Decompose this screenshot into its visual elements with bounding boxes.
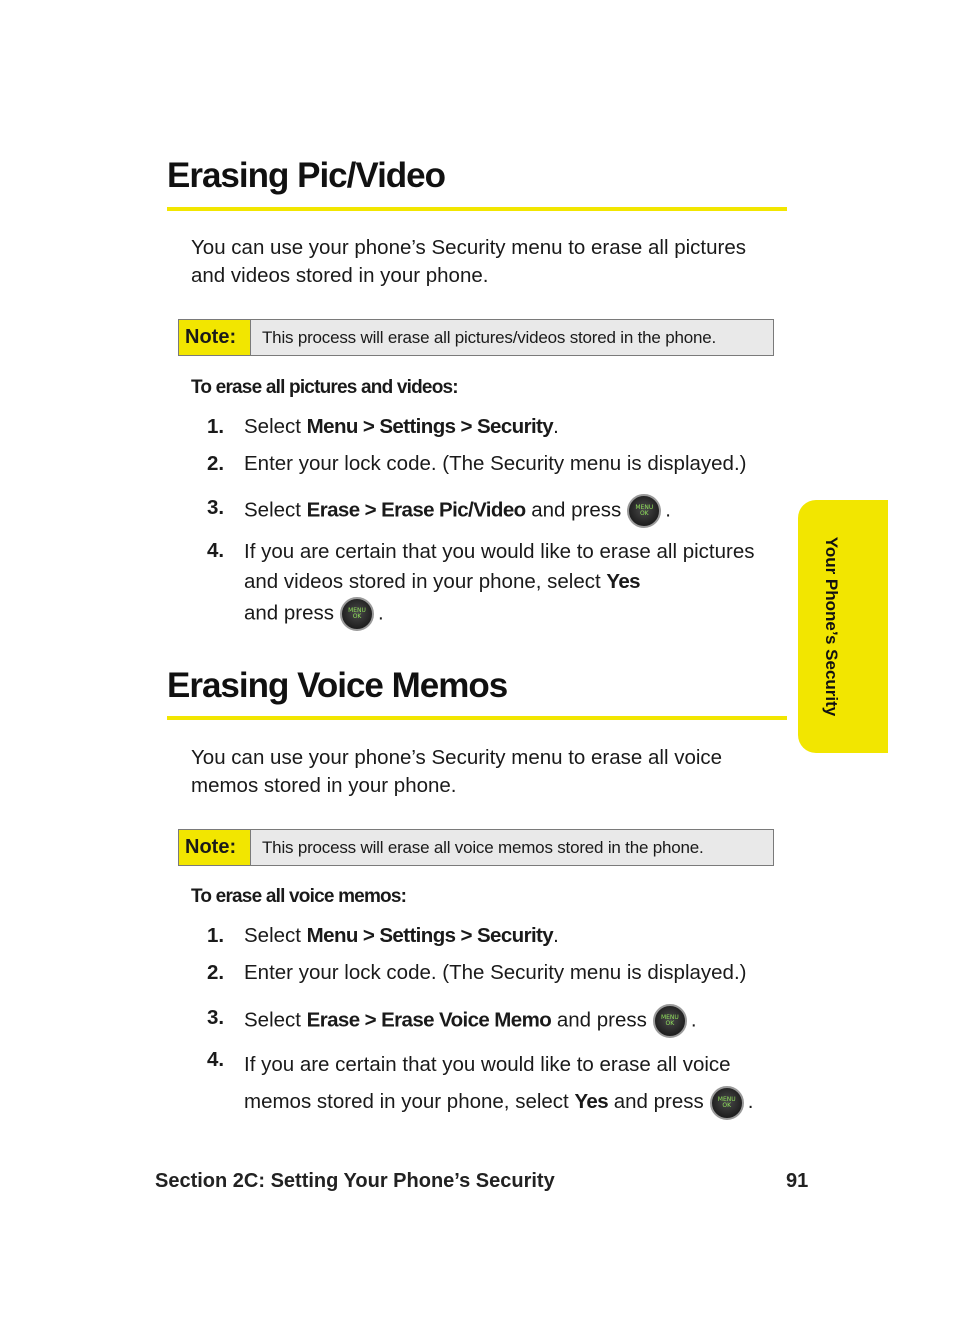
step-text: . [747,1090,754,1113]
step-item [207,413,782,441]
step-text: If you are certain that you would like to erase all voice memos stored in your phone, select [244,1053,731,1113]
step-item [207,959,782,987]
procedure-title-voice-memos: To erase all voice memos: [191,886,407,907]
step-number: 3. [207,1006,225,1029]
step-text: . [690,1008,697,1032]
step-number: 1. [207,415,225,438]
step-number: 2. [207,961,225,984]
step-number: 2. [207,452,225,475]
step-menu-path: Menu > Settings > Security [306,924,554,947]
step-text: and press [551,1008,647,1032]
step-text: Select [244,498,307,522]
side-tab-label: Your Phone’s Security [822,536,841,717]
step-text: . [665,498,671,522]
step-menu-path: Erase > Erase Pic/Video [306,498,526,522]
step-text: Select [244,924,307,947]
step-number: 4. [207,1048,225,1071]
step-menu-path: Menu > Settings > Security [306,415,554,438]
step-text: and press [525,498,622,522]
step-item [207,1046,782,1120]
intro-text-pic-video: You can use your phone’s Security menu to erase all pictures and videos stored in your phone. [191,236,746,287]
note-label: Note: [179,830,251,865]
step-text: . [553,924,559,947]
step-number: 1. [207,924,225,947]
step-number: 3. [207,496,225,519]
step-item [207,922,782,950]
step-number: 4. [207,539,225,562]
menu-ok-key-icon: MENU OK [340,597,374,631]
section-title-pic-video: Erasing Pic/Video [167,156,446,195]
step-item [207,494,782,528]
step-text: and press [608,1090,704,1113]
step-text: and press [244,601,335,625]
step-text: . [378,601,384,625]
step-text: Select [244,415,307,438]
step-item [207,450,782,478]
footer-section-title: Section 2C: Setting Your Phone’s Security [155,1170,555,1192]
note-text: This process will erase all voice memos stored in the phone. [262,837,704,857]
note-box-pic-video [178,319,774,356]
step-text: Enter your lock code. (The Security menu is displayed.) [244,961,747,984]
note-box-voice-memos [178,829,774,866]
step-option: Yes [574,1090,608,1113]
section-title-voice-memos: Erasing Voice Memos [167,666,508,705]
step-option: Yes [606,570,640,593]
title-underline [167,716,787,720]
step-item [207,1004,782,1038]
menu-ok-key-icon: MENU OK [710,1086,744,1120]
title-underline [167,207,787,211]
step-text: If you are certain that you would like to erase all pictures and videos stored in your phone, select [244,540,755,593]
step-text: Enter your lock code. (The Security menu is displayed.) [244,452,747,475]
note-label: Note: [179,320,251,355]
menu-ok-key-icon: MENU OK [627,494,661,528]
intro-text-voice-memos: You can use your phone’s Security menu to erase all voice memos stored in your phone. [191,746,723,797]
note-text: This process will erase all pictures/videos stored in the phone. [262,327,716,347]
step-menu-path: Erase > Erase Voice Memo [306,1008,552,1032]
step-item [207,537,782,631]
procedure-title-pic-video: To erase all pictures and videos: [191,377,458,398]
step-text: Select [244,1008,307,1032]
step-text: . [553,415,559,438]
section-side-tab [798,500,888,753]
menu-ok-key-icon: MENU OK [653,1004,687,1038]
page-number: 91 [786,1170,809,1192]
